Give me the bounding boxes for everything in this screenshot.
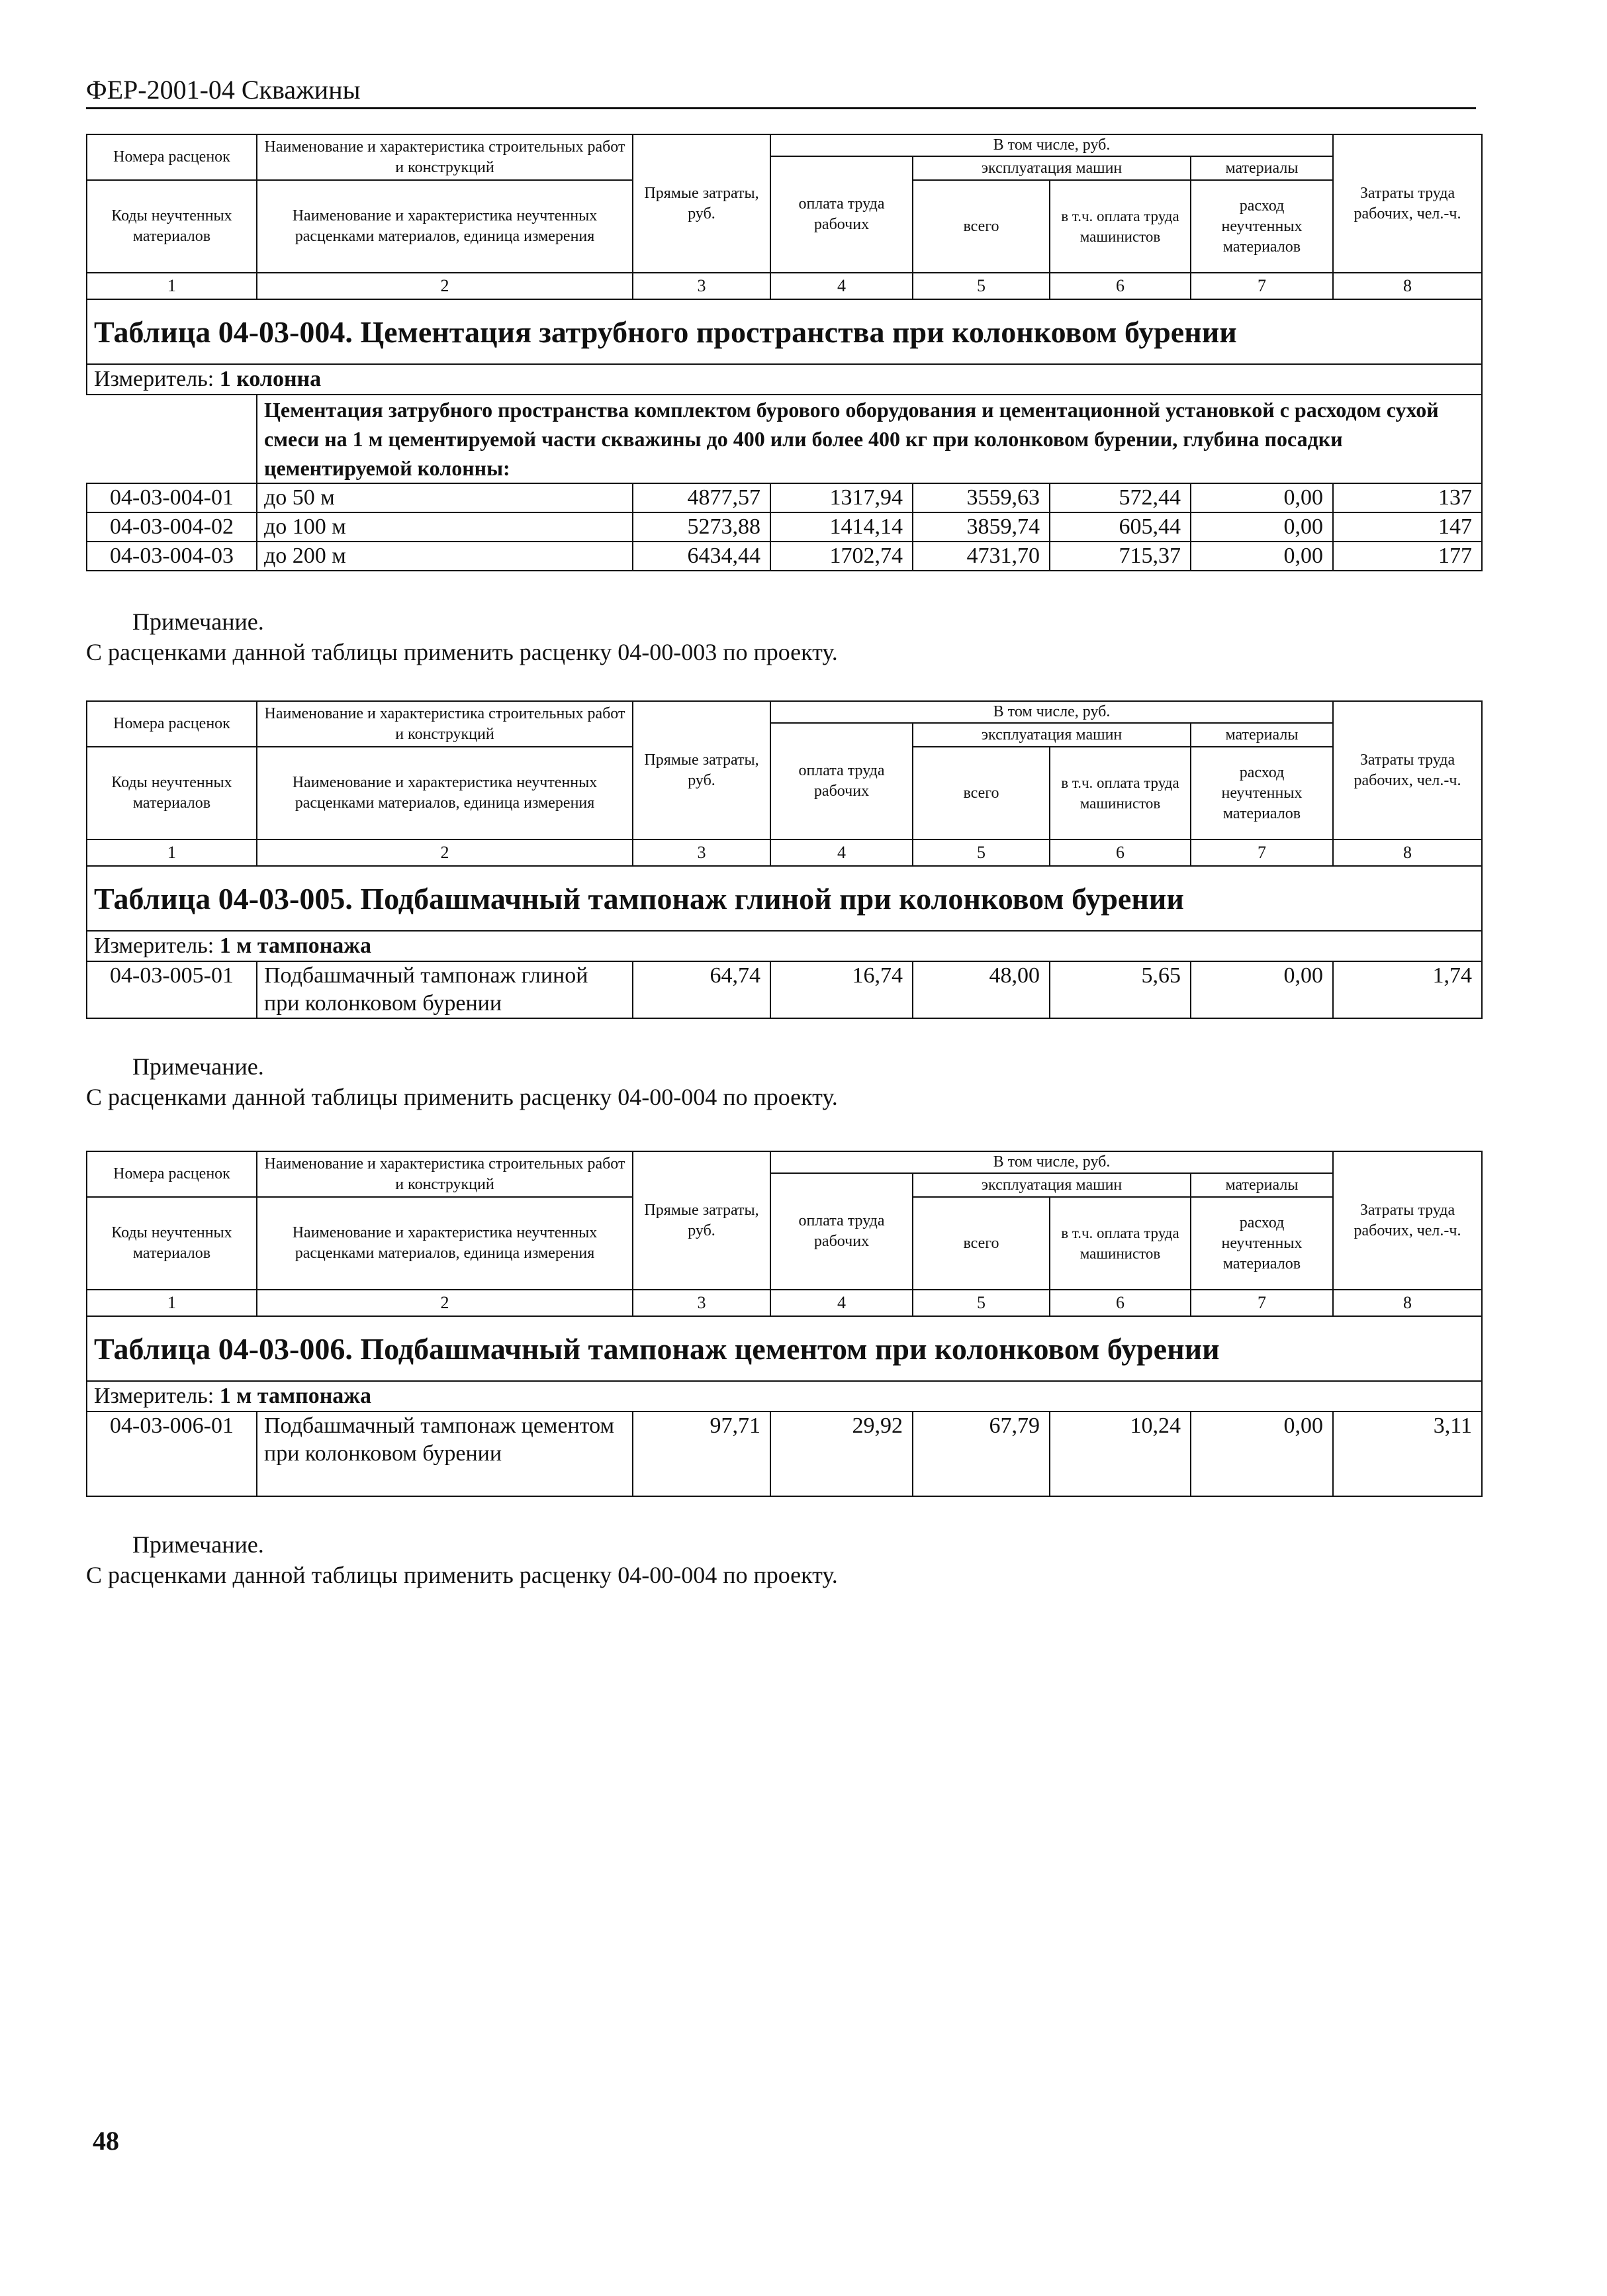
header-direct-costs: Прямые затраты, руб. xyxy=(633,701,770,839)
header-materials: материалы xyxy=(1191,1173,1333,1197)
header-unaccounted-materials: Наименование и характеристика неучтенных расценками материалов, единица измерения xyxy=(257,1197,633,1290)
table-row: 04-03-004-01 до 50 м 4877,57 1317,94 3559,63 572,44 0,00 137 xyxy=(87,483,1482,512)
measurement-unit: Измеритель: 1 м тампонажа xyxy=(87,1381,1482,1411)
work-description: Цементация затрубного пространства комплектом бурового оборудования и цементационной установкой с расходом сухой смеси на 1 м цементируемой части скважины до 400 или более 400 кг при колонковом бурении, глубина посадки цементируемой колонны: xyxy=(257,395,1482,483)
measurement-unit: Измеритель: 1 м тампонажа xyxy=(87,931,1482,961)
header-unaccounted-materials: Наименование и характеристика неучтенных расценками материалов, единица измерения xyxy=(257,747,633,839)
table-note: Примечание. С расценками данной таблицы применить расценку 04-00-003 по проекту. xyxy=(86,608,838,665)
header-unaccounted-codes: Коды неучтенных материалов xyxy=(87,1197,257,1290)
header-machinists-pay: в т.ч. оплата труда машинистов xyxy=(1050,180,1191,273)
table-header xyxy=(87,134,1482,273)
header-materials-consumption: расход неучтенных материалов xyxy=(1191,180,1333,273)
header-labor-hours: Затраты труда рабочих, чел.-ч. xyxy=(1333,701,1482,839)
header-rate-numbers: Номера расценок xyxy=(87,701,257,747)
header-direct-costs: Прямые затраты, руб. xyxy=(633,1151,770,1290)
page-header: ФЕР-2001-04 Скважины xyxy=(86,74,1476,109)
header-machinists-pay: в т.ч. оплата труда машинистов xyxy=(1050,747,1191,839)
table-title: Таблица 04-03-004. Цементация затрубного пространства при колонковом бурении xyxy=(87,299,1482,364)
header-unaccounted-codes: Коды неучтенных материалов xyxy=(87,180,257,273)
header-unaccounted-materials: Наименование и характеристика неучтенных расценками материалов, единица измерения xyxy=(257,180,633,273)
table-title: Таблица 04-03-006. Подбашмачный тампонаж цементом при колонковом бурении xyxy=(87,1316,1482,1381)
table-row: 04-03-004-03 до 200 м 6434,44 1702,74 4731,70 715,37 0,00 177 xyxy=(87,542,1482,571)
header-work-name: Наименование и характеристика строительных работ и конструкций xyxy=(257,1151,633,1197)
header-materials: материалы xyxy=(1191,156,1333,180)
column-numbers: 1 2 3 4 5 6 7 8 xyxy=(87,1290,1482,1316)
table-title: Таблица 04-03-005. Подбашмачный тампонаж глиной при колонковом бурении xyxy=(87,866,1482,931)
page-number: 48 xyxy=(93,2126,119,2156)
table-note: Примечание. С расценками данной таблицы применить расценку 04-00-004 по проекту. xyxy=(86,1053,838,1110)
header-machines-total: всего xyxy=(913,1197,1050,1290)
header-rate-numbers: Номера расценок xyxy=(87,1151,257,1197)
header-machines: эксплуатация машин xyxy=(913,723,1191,747)
measurement-unit: Измеритель: 1 колонна xyxy=(87,364,1482,395)
header-machines: эксплуатация машин xyxy=(913,156,1191,180)
header-labor-hours: Затраты труда рабочих, чел.-ч. xyxy=(1333,134,1482,273)
column-numbers: 1 2 3 4 5 6 7 8 xyxy=(87,273,1482,299)
table-row: 04-03-005-01 Подбашмачный тампонаж глиной при колонковом бурении 64,74 16,74 48,00 5,65 0,00 1,74 xyxy=(87,961,1482,1018)
header-direct-costs: Прямые затраты, руб. xyxy=(633,134,770,273)
header-work-name: Наименование и характеристика строительных работ и конструкций xyxy=(257,701,633,747)
header-including: В том числе, руб. xyxy=(770,134,1333,156)
table-row: 04-03-004-02 до 100 м 5273,88 1414,14 3859,74 605,44 0,00 147 xyxy=(87,512,1482,542)
header-labor-pay: оплата труда рабочих xyxy=(770,156,913,273)
table-note: Примечание. С расценками данной таблицы применить расценку 04-00-004 по проекту. xyxy=(86,1531,838,1588)
table-header xyxy=(87,701,1482,839)
header-including: В том числе, руб. xyxy=(770,1151,1333,1173)
header-machines-total: всего xyxy=(913,747,1050,839)
rate-table-04-03-005 xyxy=(86,700,1483,1019)
header-machinists-pay: в т.ч. оплата труда машинистов xyxy=(1050,1197,1191,1290)
header-materials-consumption: расход неучтенных материалов xyxy=(1191,747,1333,839)
rate-table-04-03-006 xyxy=(86,1151,1483,1497)
table-row: 04-03-006-01 Подбашмачный тампонаж цементом при колонковом бурении 97,71 29,92 67,79 10,24 0,00 3,11 xyxy=(87,1411,1482,1496)
rate-table-04-03-004 xyxy=(86,134,1483,571)
column-numbers: 1 2 3 4 5 6 7 8 xyxy=(87,839,1482,866)
header-unaccounted-codes: Коды неучтенных материалов xyxy=(87,747,257,839)
header-labor-pay: оплата труда рабочих xyxy=(770,1173,913,1290)
header-machines-total: всего xyxy=(913,180,1050,273)
header-machines: эксплуатация машин xyxy=(913,1173,1191,1197)
header-labor-pay: оплата труда рабочих xyxy=(770,723,913,839)
header-materials: материалы xyxy=(1191,723,1333,747)
header-work-name: Наименование и характеристика строительных работ и конструкций xyxy=(257,134,633,180)
header-labor-hours: Затраты труда рабочих, чел.-ч. xyxy=(1333,1151,1482,1290)
table-header xyxy=(87,1151,1482,1290)
header-materials-consumption: расход неучтенных материалов xyxy=(1191,1197,1333,1290)
header-including: В том числе, руб. xyxy=(770,701,1333,723)
header-rate-numbers: Номера расценок xyxy=(87,134,257,180)
